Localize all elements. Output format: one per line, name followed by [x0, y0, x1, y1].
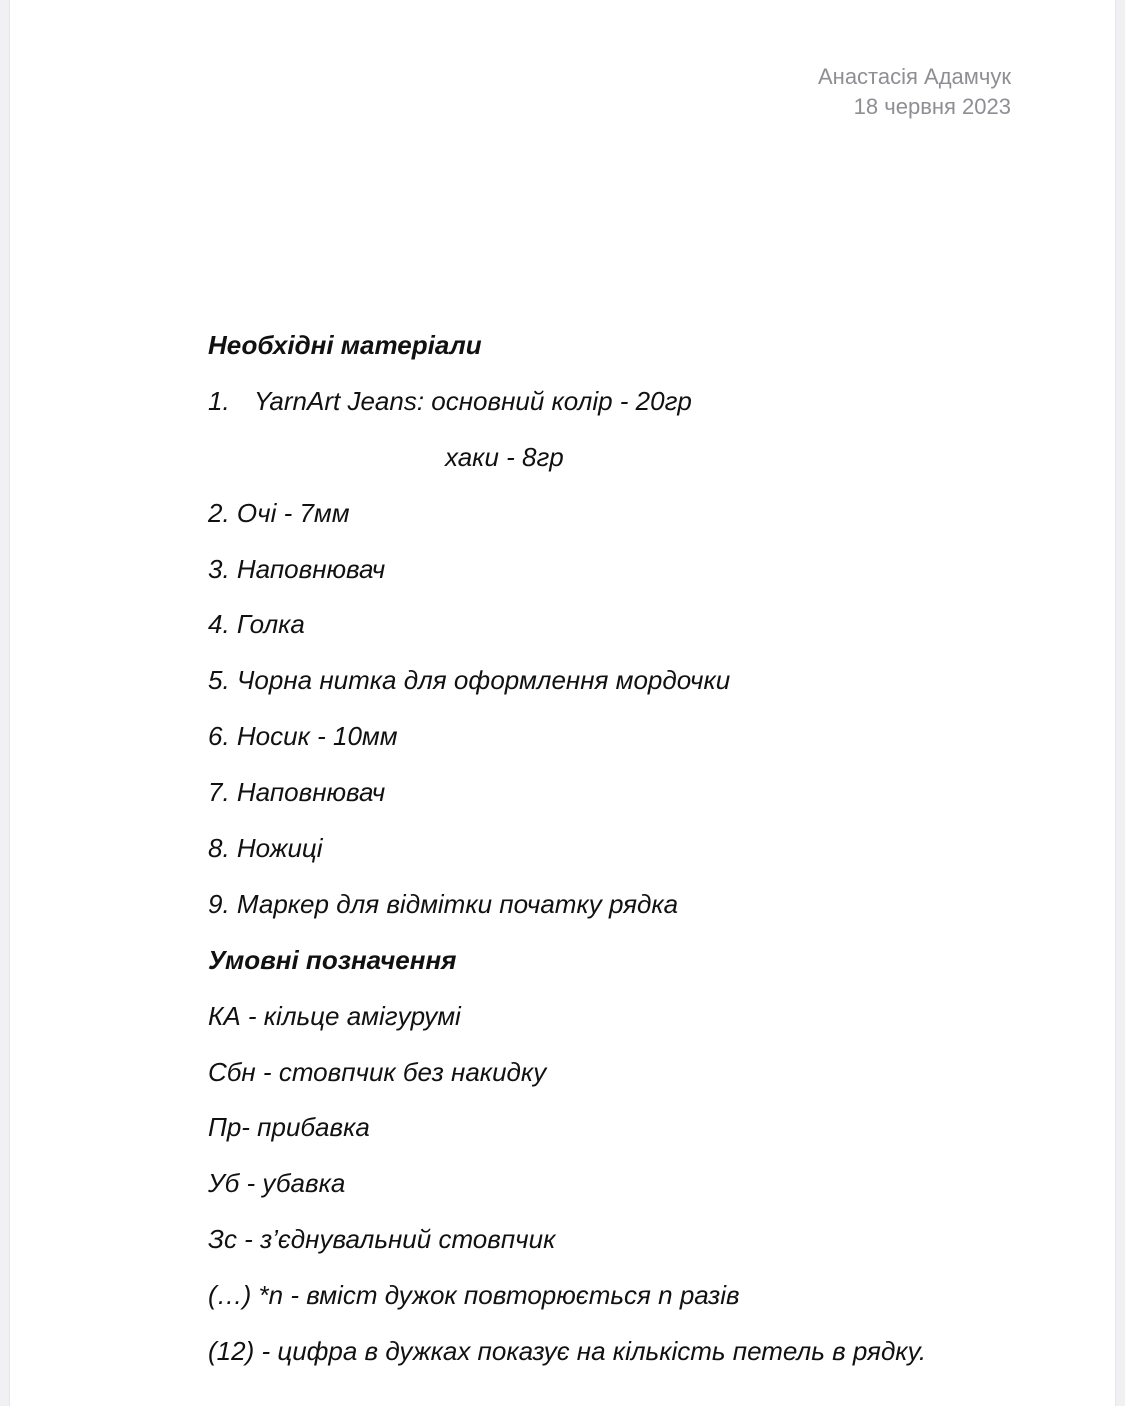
materials-item-3: 3. Наповнювач: [208, 553, 386, 584]
materials-heading: Необхідні матеріали: [208, 330, 482, 360]
materials-item-8: 8. Ножиці: [208, 833, 323, 864]
materials-item-1: [208, 382, 1068, 438]
document-page: [10, 0, 1115, 1406]
right-edge: [1115, 0, 1125, 1406]
legend-item-ka: КА - кільце амігурумі: [208, 1000, 461, 1031]
legend-item-sbn: Сбн - стовпчик без накидку: [208, 1056, 547, 1087]
legend-item-ub: Уб - убавка: [208, 1168, 346, 1199]
materials-item-2: 2. Очі - 7мм: [208, 497, 350, 528]
materials-item-1-number: 1.: [208, 385, 230, 416]
materials-item-6: 6. Носик - 10мм: [208, 721, 398, 752]
materials-item-7: 7. Наповнювач: [208, 777, 386, 808]
document-date: 18 червня 2023: [853, 94, 1011, 119]
legend-item-pr: Пр- прибавка: [208, 1112, 370, 1143]
left-edge: [0, 0, 10, 1406]
materials-item-9: 9. Маркер для відмітки початку рядка: [208, 888, 679, 919]
materials-item-4: 4. Голка: [208, 609, 305, 640]
materials-item-5: 5. Чорна нитка для оформлення мордочки: [208, 665, 731, 696]
document-body: [208, 326, 1068, 1388]
legend-item-repeat: (…) *n - вміст дужок повторюється n разів: [208, 1280, 740, 1311]
author-name: Анастасія Адамчук: [818, 64, 1011, 89]
materials-item-1-sub: хаки - 8гр: [445, 441, 564, 472]
legend-item-count: (12) - цифра в дужках показує на кількість петель в рядку.: [208, 1336, 927, 1367]
legend-item-zs: Зс - з’єднувальний стовпчик: [208, 1224, 556, 1255]
document-header: [818, 62, 1011, 122]
materials-item-1-text: YarnArt Jeans: основний колір - 20гр: [254, 385, 692, 416]
legend-heading: Умовні позначення: [208, 944, 457, 975]
